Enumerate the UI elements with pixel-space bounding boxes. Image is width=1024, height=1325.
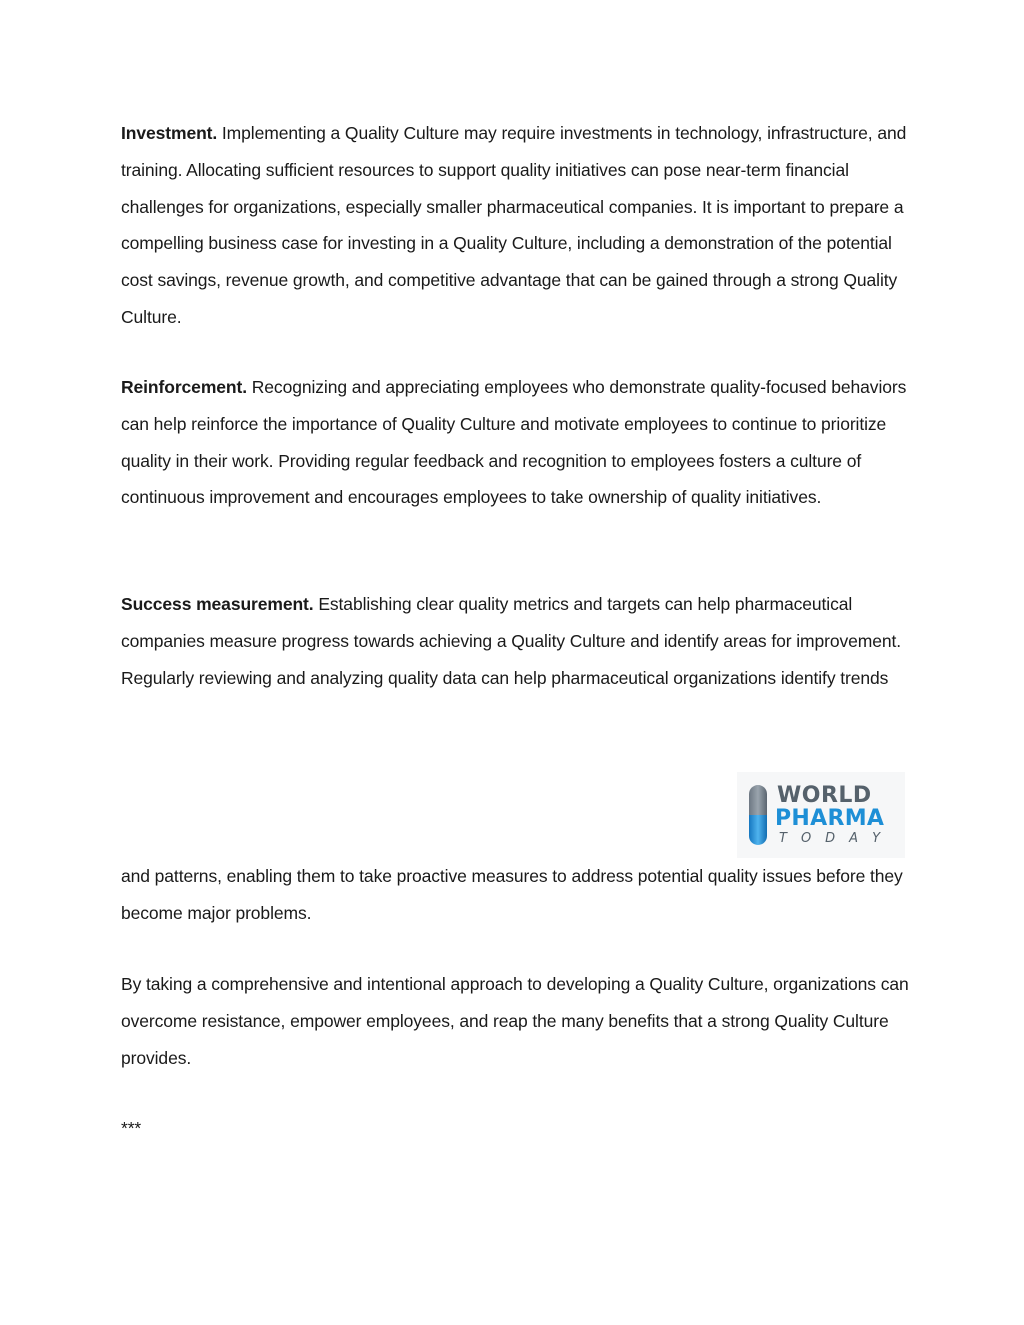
body-reinforcement: Recognizing and appreciating employees who demonstrate quality-focused behaviors can help reinforce the importance of Quality Culture and motivate employees to continue to prioritize quality in their work. Providing regular feedback and recognition to employees fosters a culture of continuous improvement and encourages employees to take ownership of quality initiatives. [121, 377, 907, 508]
body-success-measurement: Establishing clear quality metrics and targets can help pharmaceutical companies measure progress towards achieving a Quality Culture and identify areas for improvement. Regularly reviewing and analyzing quality data can help pharmaceutical organizations identify trends [121, 594, 902, 688]
logo-text-today: TODAY [779, 831, 895, 846]
paragraph-success-measurement [121, 586, 911, 696]
paragraph-investment [121, 115, 911, 336]
body-investment: Implementing a Quality Culture may require investments in technology, infrastructure, and training. Allocating sufficient resources to support quality initiatives can pose near-term financial challenges for organizations, especially smaller pharmaceutical companies. It is important to prepare a compelling business case for investing in a Quality Culture, including a demonstration of the potential cost savings, revenue growth, and competitive advantage that can be gained through a strong Quality Culture. [121, 123, 907, 327]
heading-success-measurement: Success measurement. [121, 594, 314, 614]
logo-text-pharma: PHARMA [775, 806, 885, 831]
heading-investment: Investment. [121, 123, 218, 143]
heading-reinforcement: Reinforcement. [121, 377, 247, 397]
world-pharma-today-logo [737, 772, 905, 858]
capsule-icon [737, 772, 777, 858]
paragraph-conclusion: By taking a comprehensive and intentional approach to developing a Quality Culture, organizations can overcome resistance, empower employees, and reap the many benefits that a strong Quality Culture provides. [121, 974, 909, 1068]
paragraph-reinforcement [121, 369, 911, 516]
section-separator: *** [121, 1118, 142, 1138]
paragraph-continuation: and patterns, enabling them to take proactive measures to address potential quality issues before they become major problems. [121, 866, 903, 923]
logo-text-world: WORLD [777, 783, 872, 808]
